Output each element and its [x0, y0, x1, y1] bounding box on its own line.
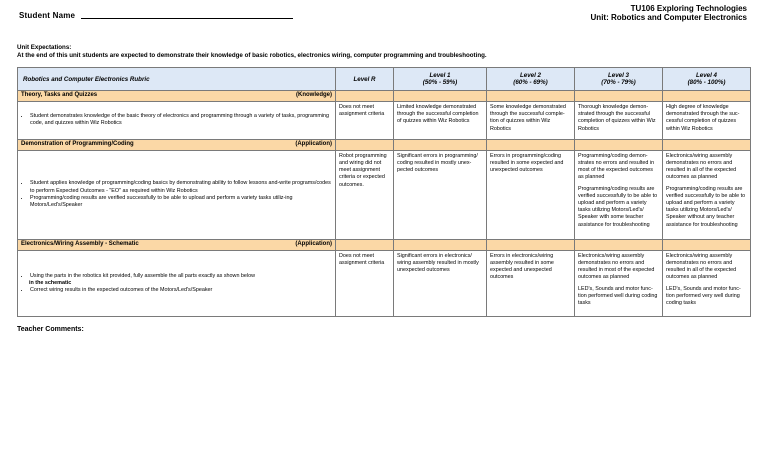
level-cell: Electronics/wiring assembly demonstrates no errors and resulted in all of the expected outcomes as planned Programming/coding results are verified successfully to be able to upload and perform a variety tasks utilizing Motors/Led's/ Speaker without any teacher assistance for troubleshooting — [663, 150, 751, 239]
section-title-cell — [18, 139, 336, 150]
level-header: Level R — [336, 68, 394, 91]
rubric-title: Robotics and Computer Electronics Rubric — [18, 68, 336, 91]
criteria-cell — [18, 250, 336, 316]
level-cell: Limited knowledge demonstrated through the successful completion of quizzes within Wiz Robotics — [394, 102, 487, 140]
level-header: Level 3 (70% - 79%) — [575, 68, 663, 91]
criterion: • Using the parts in the robotics kit provided, fully assemble the all parts exactly as shown below — [30, 273, 332, 280]
unit-expectations — [17, 44, 487, 59]
level-cell: Errors in programming/coding resulted in some expected and unexpected outcomes — [487, 150, 575, 239]
section-header-row — [18, 91, 751, 102]
section-title: Demonstration of Programming/Coding — [21, 140, 134, 147]
criterion: • Student applies knowledge of programming/coding basics by demonstrating ability to follow lessons and-write programs/codes to perform Expected Outcomes - "EO" as required within Wiz Robotics — [30, 180, 332, 194]
level-cell: Errors in electronics/wiring assembly resulted in some expected and unexpected outcomes — [487, 250, 575, 316]
section-title: Electronics/Wiring Assembly - Schematic — [21, 240, 139, 247]
level-cell: Significant errors in programming/ coding resulted in mostly unex-pected outcomes — [394, 150, 487, 239]
criteria-cell — [18, 102, 336, 140]
course-title: TU106 Exploring Technologies — [630, 4, 747, 13]
student-name-label: Student Name — [19, 11, 76, 20]
level-cell: Thorough knowledge demon-strated through the successful completion of quizzes within Wiz Robotics — [575, 102, 663, 140]
criterion: • Programming/coding results are verified successfully to be able to upload and perform a variety tasks utiliz-ing Motors/Led's/Speaker — [30, 195, 332, 209]
level-cell: Electronics/wiring assembly demonstrates no errors and resulted in all of the expected outcomes as planned LED's, Sounds and motor func-tion performed very well during coding tasks — [663, 250, 751, 316]
level-header: Level 2 (60% - 69%) — [487, 68, 575, 91]
criterion: • Correct wiring results in the expected outcomes of the Motors/Led's/Speaker — [30, 287, 332, 294]
criteria-cell — [18, 150, 336, 239]
level-cell: Electronics/wiring assembly demonstrates no errors and resulted in most of the expected outcomes as planned LED's, Sounds and motor func-tion performed well during coding tasks — [575, 250, 663, 316]
course-header — [591, 4, 747, 22]
level-cell: Programming/coding demon-strates no errors and resulted in most of the expected outcomes as planned Programming/coding results are verified successfully to be able to upload and perform a variety tasks utilizing Motors/Led's/ Speaker with some teacher assistance for troubleshooting — [575, 150, 663, 239]
expectations-title: Unit Expectations: — [17, 44, 72, 51]
section-title: Theory, Tasks and Quizzes — [21, 92, 98, 98]
criterion: • Student demonstrates knowledge of the basic theory of electronics and programming through a variety of tasks, programming code, and quizzes within Wiz Robotics — [30, 113, 332, 127]
level-header: Level 1 (50% - 59%) — [394, 68, 487, 91]
section-title-cell — [18, 91, 336, 102]
teacher-comments-label: Teacher Comments: — [17, 326, 84, 333]
rubric-header-row — [18, 68, 751, 91]
section-category: (Application) — [295, 140, 332, 147]
section-title-cell — [18, 239, 336, 250]
section-header-row — [18, 239, 751, 250]
student-name-line — [81, 18, 293, 19]
student-name-field — [19, 11, 293, 20]
section-row — [18, 102, 751, 140]
schematic-note: in the schematic — [29, 279, 72, 286]
level-cell: High degree of knowledge demonstrated through the suc-cessful completion of quizzes within Wiz Robotics — [663, 102, 751, 140]
section-category: (Application) — [295, 240, 332, 247]
expectations-text: At the end of this unit students are expected to demonstrate their knowledge of basic robotics, electronics wiring, computer programming and troubleshooting. — [17, 51, 487, 59]
section-row — [18, 250, 751, 316]
level-cell: Significant errors in electronics/ wiring assembly resulted in mostly unexpected outcomes — [394, 250, 487, 316]
level-header: Level 4 (80% - 100%) — [663, 68, 751, 91]
section-header-row — [18, 139, 751, 150]
level-cell: Robot programming and wiring did not meet assignment criteria or expected outcomes. — [336, 150, 394, 239]
section-category: (Knowledge) — [296, 92, 332, 98]
rubric-table — [17, 67, 751, 317]
section-row — [18, 150, 751, 239]
level-cell: Does not meet assignment criteria — [336, 250, 394, 316]
level-cell: Does not meet assignment criteria — [336, 102, 394, 140]
unit-title: Unit: Robotics and Computer Electronics — [590, 13, 747, 22]
level-cell: Some knowledge demonstrated through the successful comple-tion of quizzes within Wiz Robotics — [487, 102, 575, 140]
